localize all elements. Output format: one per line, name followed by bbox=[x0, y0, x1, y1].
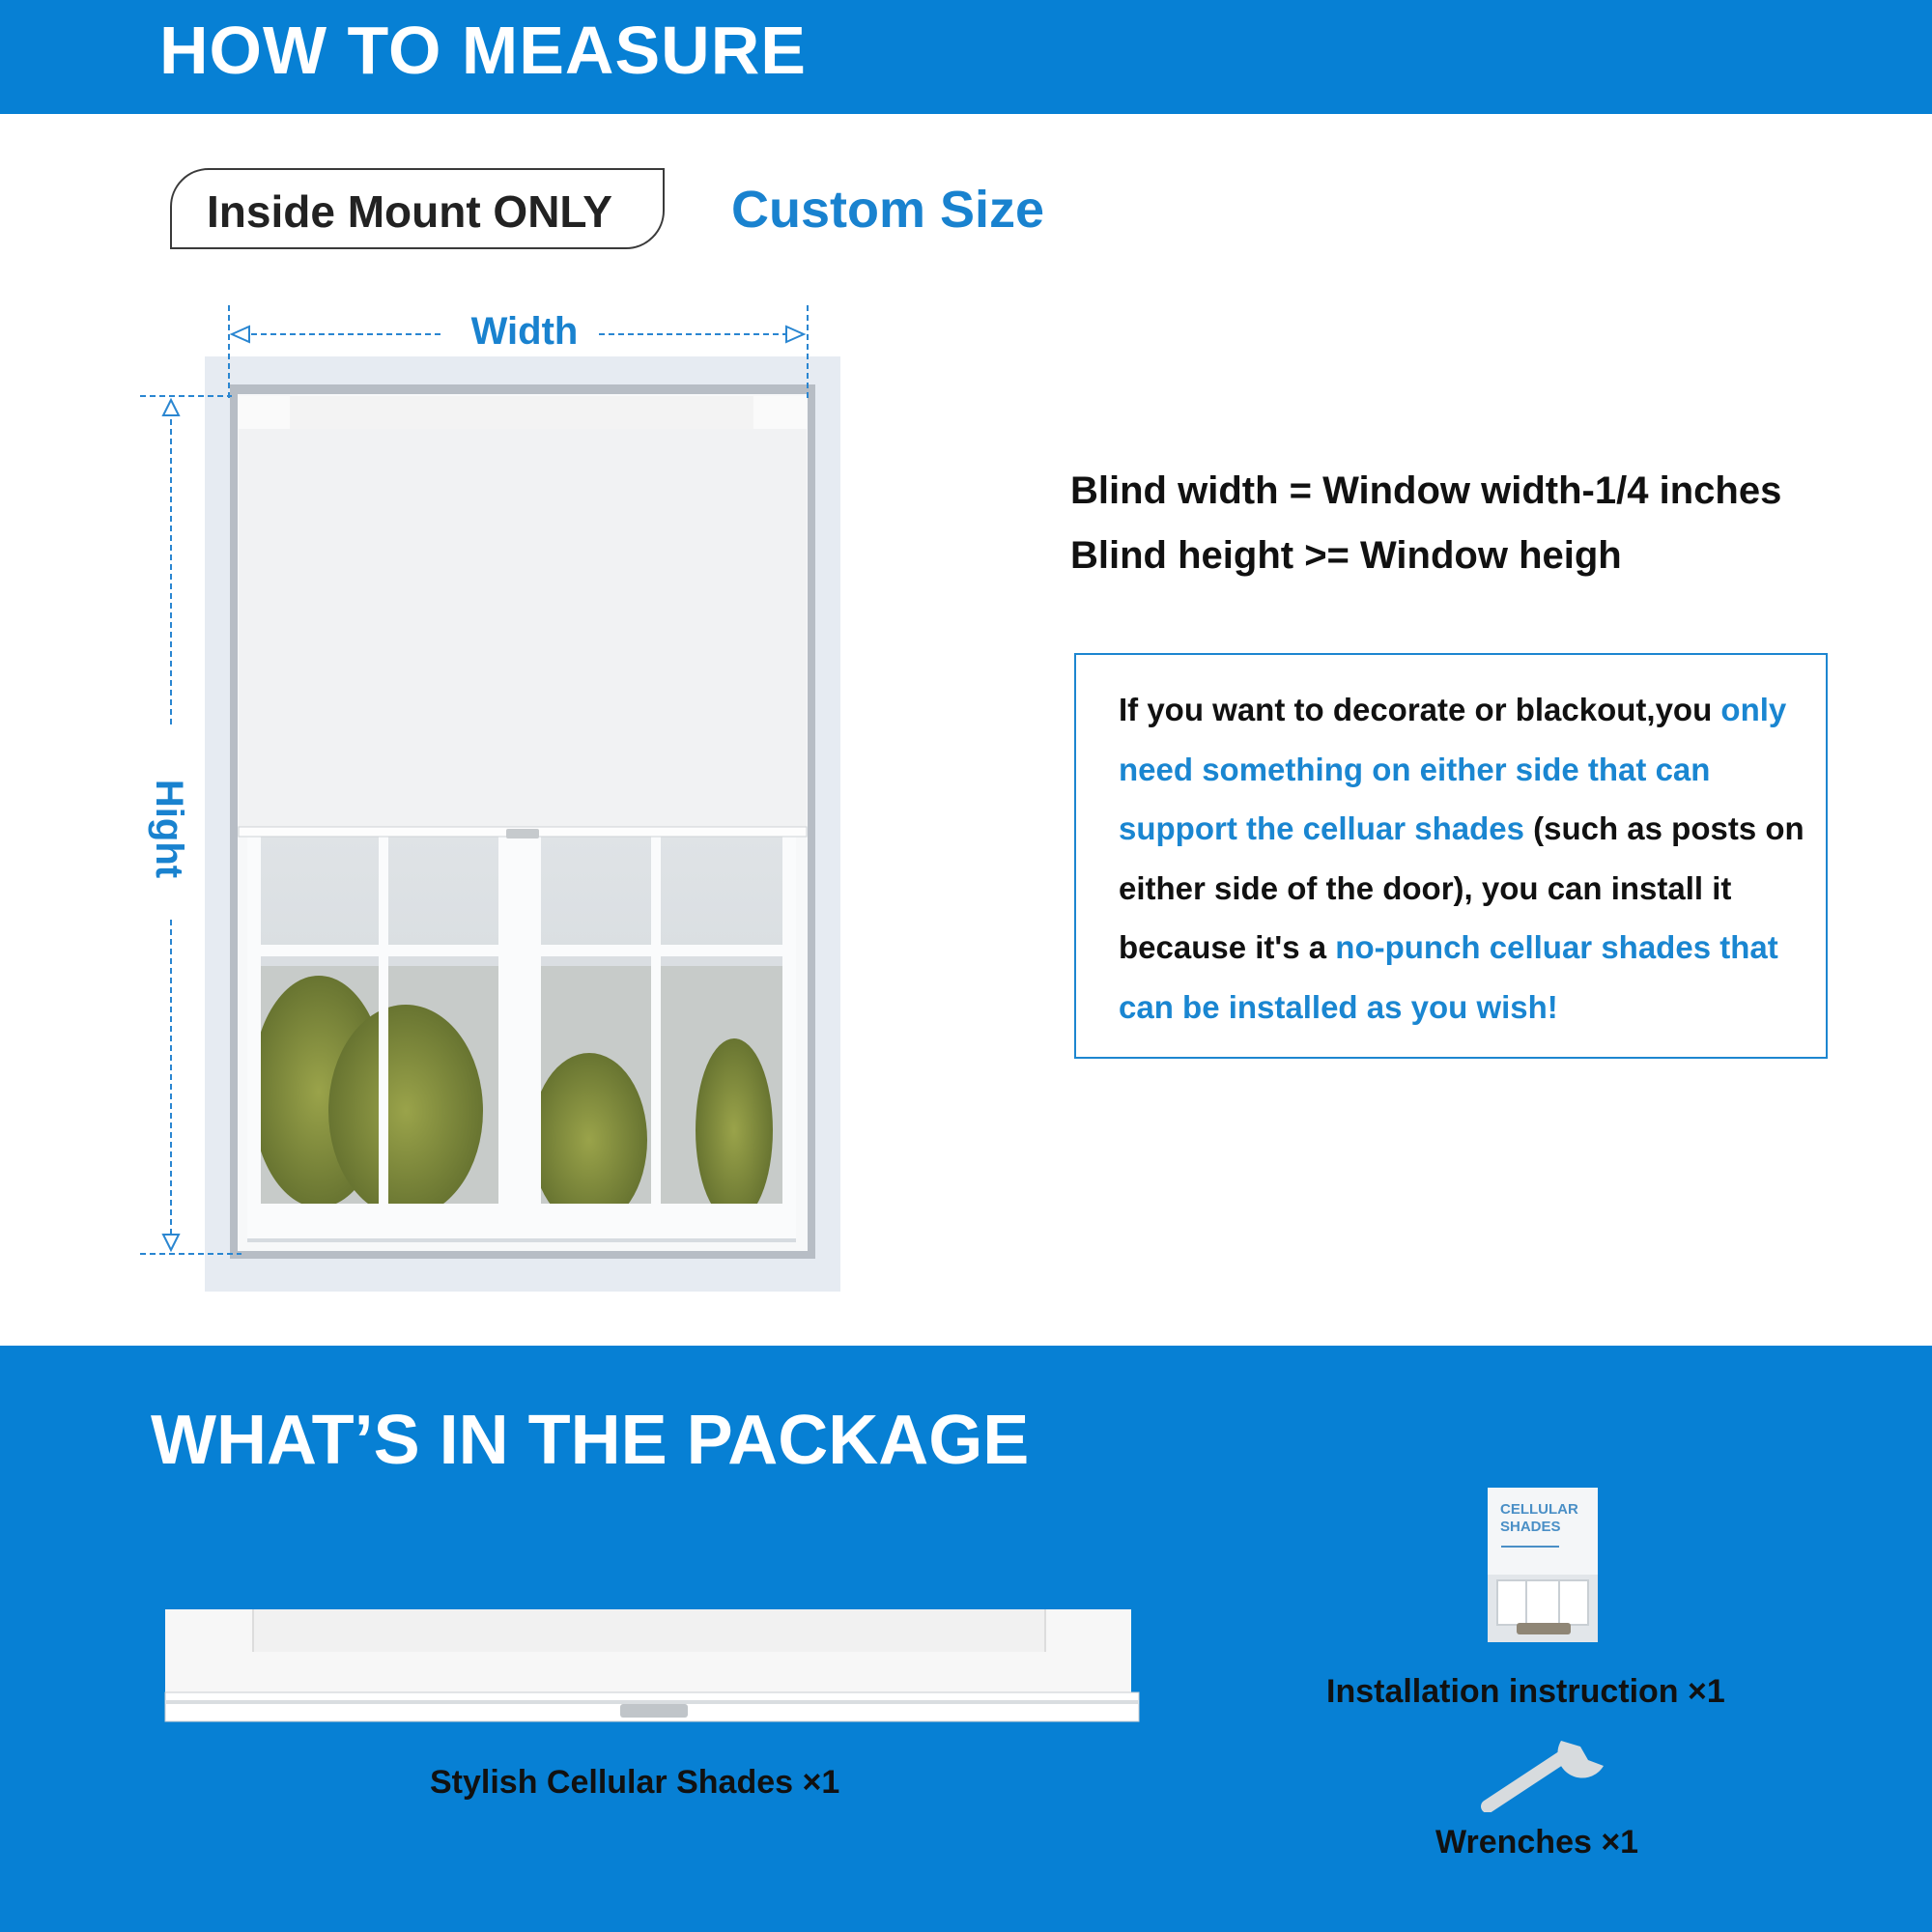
info-text-part-1: If you want to decorate or blackout,you bbox=[1119, 692, 1721, 727]
manual-booklet-icon bbox=[1488, 1488, 1598, 1642]
wrench-caption: Wrenches ×1 bbox=[1435, 1824, 1639, 1861]
height-dimension-label: Hight bbox=[148, 779, 190, 879]
manual-caption: Installation instruction ×1 bbox=[1326, 1673, 1725, 1710]
info-text-part-2: (such as posts on either side of the door), you can install it because it's a bbox=[1119, 810, 1804, 965]
custom-size-label: Custom Size bbox=[731, 181, 1045, 239]
page-title: HOW TO MEASURE bbox=[159, 13, 807, 88]
info-text-highlight-1: only need something on either side that can support the celluar shades bbox=[1119, 692, 1787, 846]
mount-type-label: Inside Mount ONLY bbox=[207, 186, 612, 237]
info-text-highlight-2: no-punch celluar shades that can be installed as you wish! bbox=[1119, 929, 1778, 1025]
shade-caption: Stylish Cellular Shades ×1 bbox=[430, 1764, 840, 1801]
package-title: WHAT’S IN THE PACKAGE bbox=[151, 1402, 1030, 1479]
manual-cover-text: CELLULAR SHADES bbox=[1500, 1501, 1578, 1535]
width-dimension-label: Width bbox=[470, 310, 579, 353]
width-formula: Blind width = Window width-1/4 inches bbox=[1070, 469, 1782, 512]
wrench-icon bbox=[1478, 1725, 1613, 1812]
height-formula: Blind height >= Window heigh bbox=[1070, 534, 1622, 577]
